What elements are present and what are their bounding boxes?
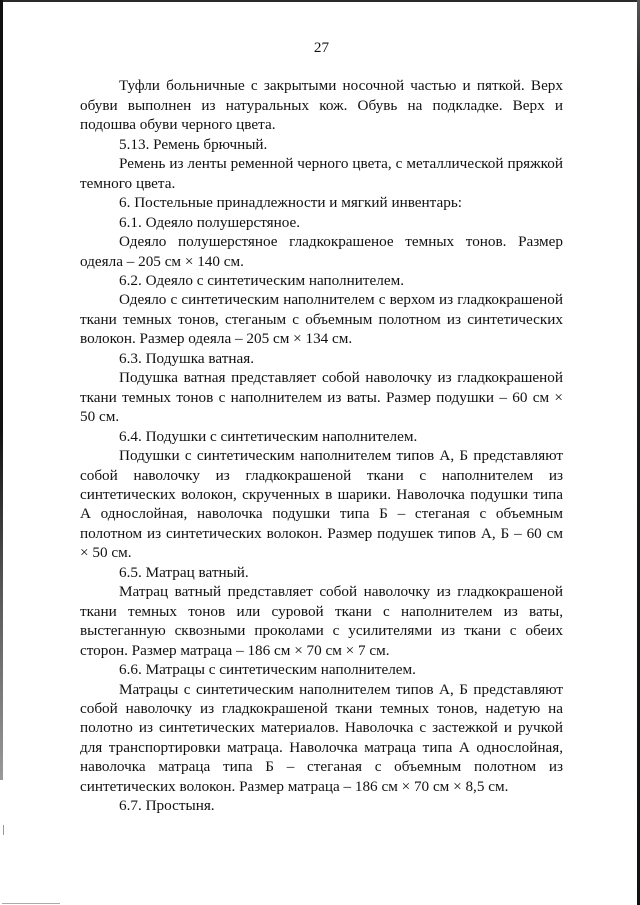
section-heading-6-4: 6.4. Подушки с синтетическим наполнителем. [119, 427, 418, 445]
scan-border-left [0, 0, 3, 780]
section-heading-6-3: 6.3. Подушка ватная. [119, 349, 255, 367]
paragraph-belt-description: Ремень из ленты ременной черного цвета, с металлической пряжкой темного цвета. [80, 155, 563, 192]
paragraph-synthetic-mattresses: Матрацы с синтетическим наполнителем типов А, Б представляют собой наволочку из гладкокрашеной ткани темных тонов, надетую на полотно из синтетических материалов. Наволочка с застежкой и ручкой для транспортировки матраца. Наволочка матраца типа А однослойная, наволочка матраца типа Б – стеганая с объемным полотном из синтетических волокон. Размер матраца – 186 см × 70 см × 8,5 см. [80, 680, 563, 795]
section-heading-6-2: 6.2. Одеяло с синтетическим наполнителем. [119, 271, 404, 289]
section-heading-6-7: 6.7. Простыня. [119, 797, 215, 815]
paragraph-cotton-pillow: Подушка ватная представляет собой наволочку из гладкокрашеной ткани темных тонов с наполнителем из ваты. Размер подушки – 60 см × 50 см. [80, 369, 563, 426]
scan-artifact-line [2, 903, 60, 904]
paragraph-wool-blanket: Одеяло полушерстяное гладкокрашеное темных тонов. Размер одеяла – 205 см × 140 см. [80, 233, 563, 270]
paragraph-cotton-mattress: Матрац ватный представляет собой наволочку из гладкокрашеной ткани темных тонов или суровой ткани с наполнителем из ваты, выстеганную сквозными проколами с усилителями из ткани с обеих сторон. Размер матраца – 186 см × 70 см × 7 см. [80, 583, 563, 659]
document-page [80, 38, 563, 816]
scan-border-top [0, 0, 640, 2]
section-heading-5-13: 5.13. Ремень брючный. [119, 135, 268, 153]
scan-artifact-mark [3, 825, 4, 835]
page-number: 27 [313, 39, 330, 56]
section-heading-6: 6. Постельные принадлежности и мягкий инвентарь: [119, 194, 462, 212]
paragraph-synthetic-pillows: Подушки с синтетическим наполнителем типов А, Б представляют собой наволочку из гладкокрашеной ткани с наполнителем из синтетических волокон, скрученных в шарики. Наволочка подушки типа А однослойная, наволочка подушки типа Б – стеганая с объемным полотном из синтетических волокон. Размер подушек типов А, Б – 60 см × 50 см. [80, 447, 563, 562]
paragraph-synthetic-blanket: Одеяло с синтетическим наполнителем с верхом из гладкокрашеной ткани темных тонов, стеганым с объемным полотном из синтетических волокон. Размер одеяла – 205 см × 134 см. [80, 291, 563, 348]
section-heading-6-5: 6.5. Матрац ватный. [119, 563, 249, 581]
section-heading-6-1: 6.1. Одеяло полушерстяное. [119, 213, 301, 231]
section-heading-6-6: 6.6. Матрацы с синтетическим наполнителем. [119, 661, 416, 679]
paragraph-shoes-description: Туфли больничные с закрытыми носочной частью и пяткой. Верх обуви выполнен из натуральных кож. Обувь на подкладке. Верх и подошва обуви черного цвета. [80, 77, 563, 134]
